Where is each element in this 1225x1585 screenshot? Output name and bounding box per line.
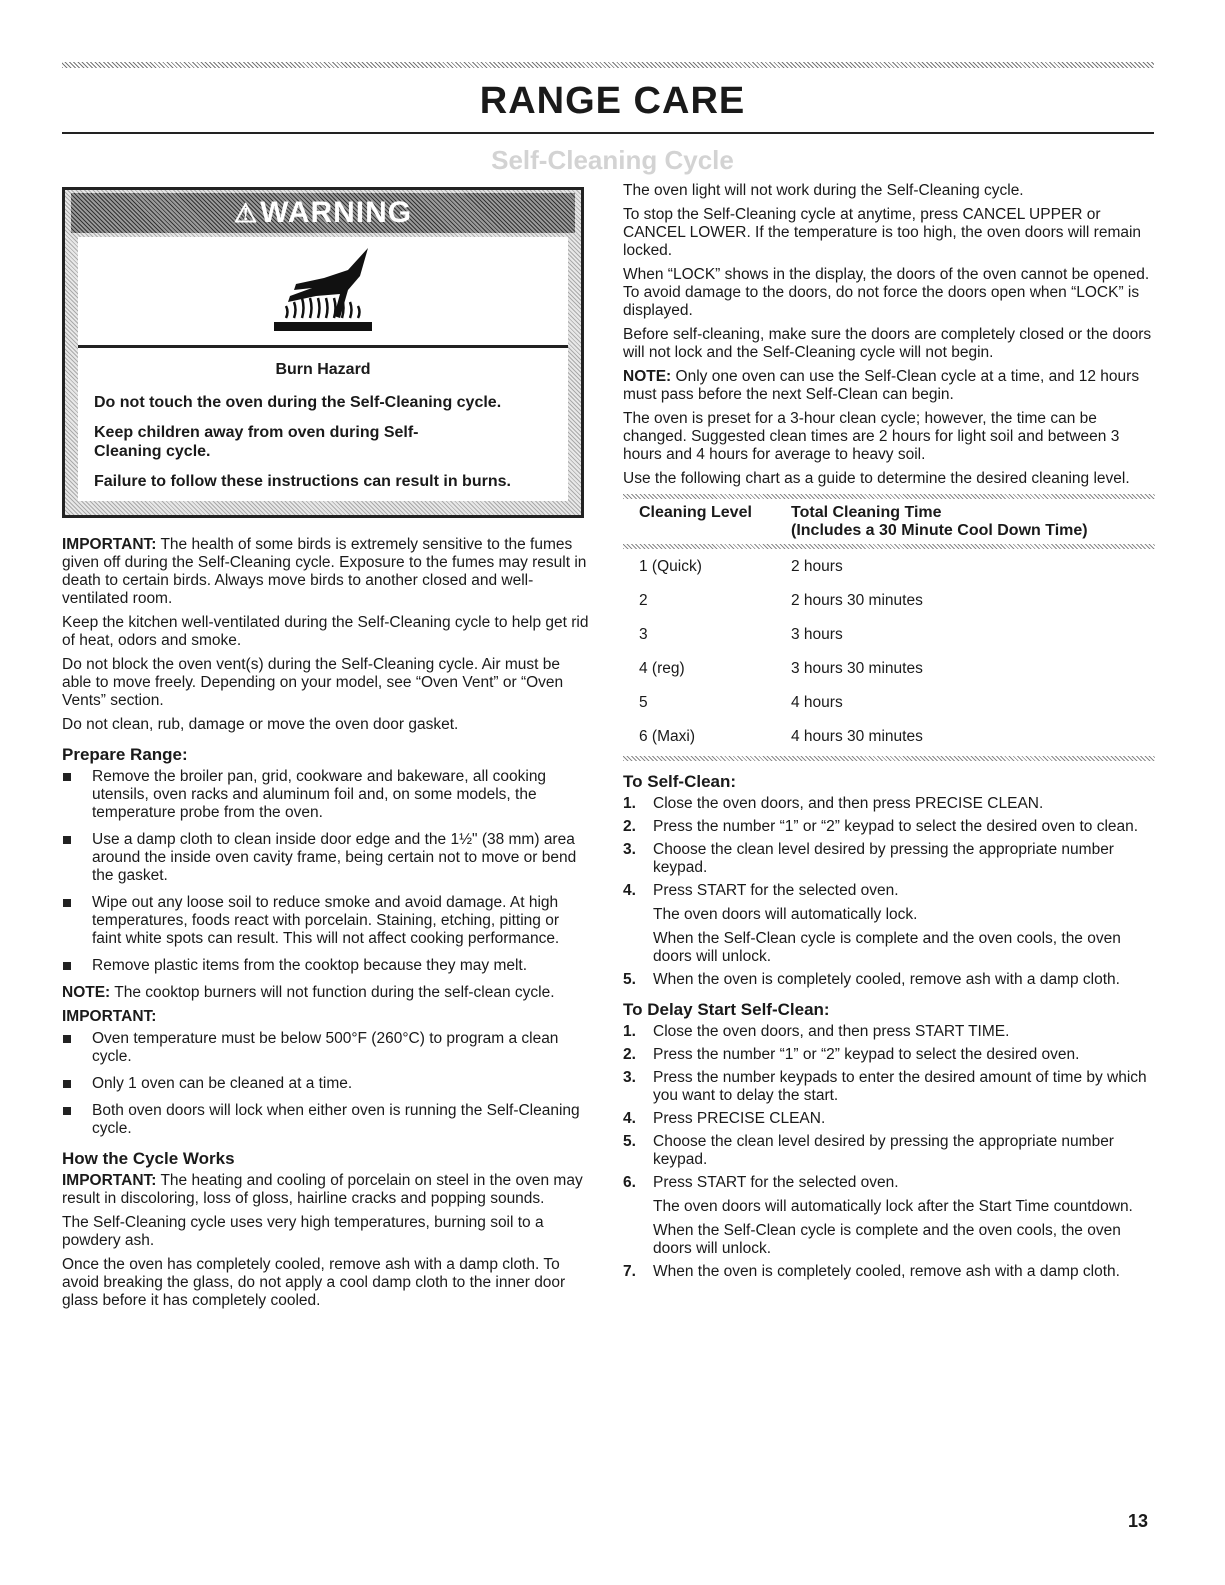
list-item: 1. Close the oven doors, and then press START TIME.	[623, 1023, 1010, 1040]
list-item: 2. Press the number “1” or “2” keypad to select the desired oven.	[623, 1046, 1080, 1063]
table-top-rule	[623, 494, 1155, 499]
chart-intro: Use the following chart as a guide to determine the desired cleaning level.	[623, 470, 1130, 487]
self-clean-steps	[623, 795, 1155, 989]
list-item: 3. Choose the clean level desired by pressing the appropriate number keypad.	[623, 841, 1114, 876]
page-title: RANGE CARE	[479, 80, 746, 122]
important-birds: IMPORTANT: The health of some birds is extremely sensitive to the fumes given off during the Self-Cleaning cycle. Exposure to the fumes may result in death to certain birds. Always move birds to another closed and well-ventilated room.	[62, 536, 587, 607]
high-temp-paragraph: The Self-Cleaning cycle uses very high temperatures, burning soil to a powdery ash.	[62, 1214, 544, 1249]
list-item: Wipe out any loose soil to reduce smoke and avoid damage. At high temperatures, foods react with porcelain. Staining, etching, pitting or faint white spots can result. This will not affect cooking performance.	[62, 894, 592, 948]
gasket-paragraph: Do not clean, rub, damage or move the oven door gasket.	[62, 716, 459, 733]
list-item: 5. When the oven is completely cooled, remove ash with a damp cloth.	[623, 971, 1120, 988]
table-row: 3 3 hours	[639, 626, 843, 643]
oven-light-paragraph: The oven light will not work during the Self-Cleaning cycle.	[623, 182, 1024, 199]
remove-ash-paragraph: Once the oven has completely cooled, remove ash with a damp cloth. To avoid breaking the glass, do not apply a cool damp cloth to the inner door glass before it has completely cooled.	[62, 1256, 566, 1309]
self-clean-heading: To Self-Clean:	[623, 772, 737, 791]
lock-paragraph: When “LOCK” shows in the display, the doors of the oven cannot be opened. To avoid damage to the doors, do not force the doors open when “LOCK” is displayed.	[623, 266, 1150, 319]
list-item: 4. Press PRECISE CLEAN.	[623, 1110, 826, 1127]
table-bottom-rule	[623, 756, 1155, 761]
list-item: Both oven doors will lock when either oven is running the Self-Cleaning cycle.	[62, 1102, 592, 1138]
list-item: Oven temperature must be below 500°F (260°C) to program a clean cycle.	[62, 1030, 592, 1066]
warning-line: Do not touch the oven during the Self-Cleaning cycle.	[94, 394, 502, 411]
list-item: Remove the broiler pan, grid, cookware and bakeware, all cooking utensils, oven racks and aluminum foil and, on some models, the temperature probe from the oven.	[62, 768, 592, 822]
table-row: 2 2 hours 30 minutes	[639, 592, 923, 609]
list-item: Remove plastic items from the cooktop because they may melt.	[62, 957, 592, 975]
list-item: Only 1 oven can be cleaned at a time.	[62, 1075, 592, 1093]
top-pattern-bar	[62, 62, 1154, 68]
table-row: 5 4 hours	[639, 694, 843, 711]
column-header: Total Cleaning Time (Includes a 30 Minute Cool Down Time)	[791, 504, 1088, 539]
title-divider	[62, 132, 1154, 134]
cleaning-level-table	[623, 501, 1155, 754]
table-row: 4 (reg) 3 hours 30 minutes	[639, 660, 923, 677]
burn-hazard-icon	[78, 237, 568, 345]
preset-paragraph: The oven is preset for a 3-hour clean cycle; however, the time can be changed. Suggested clean times are 2 hours for light soil and between 3 hours and 4 hours for average to heavy soil.	[623, 410, 1120, 463]
note-burners: NOTE: The cooktop burners will not function during the self-clean cycle.	[62, 984, 555, 1001]
list-item: Use a damp cloth to clean inside door edge and the 1½" (38 mm) area around the inside oven cavity frame, being certain not to move or bend the gasket.	[62, 831, 592, 885]
how-cycle-works-heading: How the Cycle Works	[62, 1149, 235, 1168]
warning-line: Keep children away from oven during Self-Cleaning cycle.	[94, 424, 419, 460]
warning-triangle-icon: ⚠	[233, 198, 259, 228]
ventilation-paragraph: Keep the kitchen well-ventilated during the Self-Cleaning cycle to help get rid of heat, odors and smoke.	[62, 614, 589, 649]
table-row: 6 (Maxi) 4 hours 30 minutes	[639, 728, 923, 745]
list-item: 2. Press the number “1” or “2” keypad to select the desired oven to clean.	[623, 818, 1139, 835]
list-item: 5. Choose the clean level desired by pressing the appropriate number keypad.	[623, 1133, 1114, 1168]
vent-paragraph: Do not block the oven vent(s) during the Self-Cleaning cycle. Air must be able to move freely. Depending on your model, see “Oven Vent” or “Oven Vents” section.	[62, 656, 564, 709]
doors-closed-paragraph: Before self-cleaning, make sure the doors are completely closed or the doors will not lock and the Self-Cleaning cycle will not begin.	[623, 326, 1152, 361]
stop-cycle-paragraph: To stop the Self-Cleaning cycle at anytime, press CANCEL UPPER or CANCEL LOWER. If the temperature is too high, the oven doors will remain locked.	[623, 206, 1142, 259]
page-number: 13	[1128, 1511, 1149, 1531]
note-one-oven: NOTE: Only one oven can use the Self-Clean cycle at a time, and 12 hours must pass before the next Self-Clean can begin.	[623, 368, 1140, 403]
table-row: 1 (Quick) 2 hours	[639, 558, 843, 575]
table-header-rule	[623, 544, 1155, 549]
delay-start-steps	[623, 1023, 1155, 1281]
important-porcelain: IMPORTANT: The heating and cooling of porcelain on steel in the oven may result in discoloring, loss of gloss, hairline cracks and popping sounds.	[62, 1172, 583, 1207]
warning-line: Failure to follow these instructions can result in burns.	[94, 473, 511, 490]
list-item: 3. Press the number keypads to enter the desired amount of time by which you want to delay the start.	[623, 1069, 1147, 1104]
prepare-range-heading: Prepare Range:	[62, 745, 188, 764]
list-item: 7. When the oven is completely cooled, remove ash with a damp cloth.	[623, 1263, 1120, 1280]
important-label: IMPORTANT:	[62, 1008, 157, 1025]
left-column	[62, 187, 592, 1316]
prepare-list	[62, 768, 592, 975]
warning-banner	[71, 193, 575, 233]
table-header-row	[623, 501, 1155, 542]
right-column	[623, 182, 1155, 1287]
important-list	[62, 1030, 592, 1138]
list-item: 4. Press START for the selected oven. The oven doors will automatically lock. When the Self-Clean cycle is complete and the oven cools, the oven doors will unlock.	[623, 882, 1121, 965]
delay-start-heading: To Delay Start Self-Clean:	[623, 1000, 830, 1019]
column-header: Cleaning Level	[639, 504, 752, 521]
list-item: 1. Close the oven doors, and then press PRECISE CLEAN.	[623, 795, 1044, 812]
section-title: Self-Cleaning Cycle	[491, 145, 734, 175]
warning-banner-label: WARNING	[260, 196, 413, 229]
warning-heading: Burn Hazard	[275, 361, 371, 378]
warning-text	[78, 348, 568, 501]
warning-box	[62, 187, 584, 518]
list-item: 6. Press START for the selected oven. The oven doors will automatically lock after the Start Time countdown. When the Self-Clean cycle is complete and the oven cools, the oven doors will unlock.	[623, 1174, 1133, 1257]
